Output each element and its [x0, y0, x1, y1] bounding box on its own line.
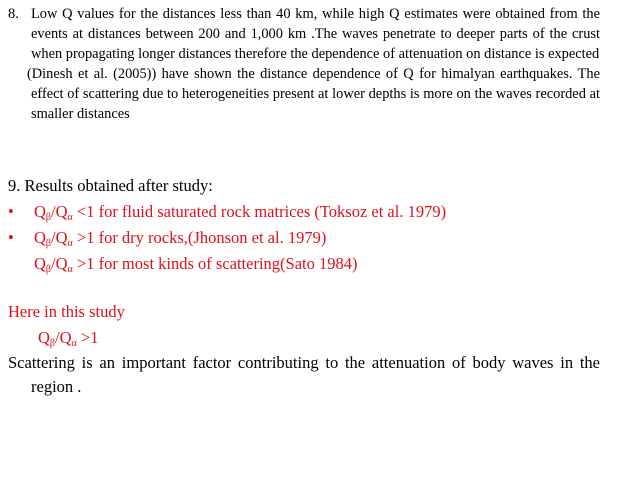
result-item-scattering	[8, 251, 608, 277]
results-section	[8, 173, 608, 277]
conclusion-paragraph	[8, 351, 600, 399]
conclusion-text: Scattering is an important factor contributing to the attenuation of body waves in the region .	[8, 353, 600, 396]
q-symbol: /Q	[55, 328, 72, 347]
study-section	[8, 299, 608, 351]
item-8-paragraph	[8, 4, 600, 64]
study-ratio	[8, 325, 608, 351]
alpha-subscript: α	[67, 238, 73, 249]
result-text: >1 for dry rocks,(Jhonson et al. 1979)	[72, 228, 327, 247]
bullet-icon: •	[8, 202, 14, 221]
alpha-subscript: α	[71, 338, 77, 349]
item-number: 8.	[8, 6, 19, 22]
result-text: >1 for most kinds of scattering(Sato 1984)	[72, 254, 358, 273]
q-symbol: Q	[34, 202, 46, 221]
item-8-text: Low Q values for the distances less than 40 km, while high Q estimates were obtained from the events at distances between 200 and 1,000 km .The waves penetrate to deeper parts of the crust when propagating longer distances therefore the dependence of attenuation on distance is expected	[31, 6, 600, 62]
alpha-subscript: α	[67, 212, 73, 223]
result-item-fluid	[8, 199, 608, 225]
dinesh-note: (Dinesh et al. (2005)) have shown the distance dependence of Q for himalyan earthquakes. The effect of scattering due to heterogeneities present at lower depths is more on the waves recorded at smaller distances	[27, 66, 600, 122]
item-8-block	[8, 4, 600, 124]
q-symbol: Q	[34, 228, 46, 247]
beta-subscript: β	[45, 264, 52, 275]
beta-subscript: β	[49, 338, 56, 349]
result-item-dry	[8, 225, 608, 251]
q-symbol: /Q	[51, 202, 68, 221]
alpha-subscript: α	[67, 264, 73, 275]
q-symbol: /Q	[51, 254, 68, 273]
study-label: Here in this study	[8, 302, 125, 321]
bullet-icon: •	[8, 228, 14, 247]
q-symbol: Q	[38, 328, 50, 347]
result-text: <1 for fluid saturated rock matrices (Toksoz et al. 1979)	[72, 202, 447, 221]
q-symbol: Q	[34, 254, 46, 273]
results-list	[8, 199, 608, 277]
ratio-value: >1	[76, 328, 99, 347]
q-symbol: /Q	[51, 228, 68, 247]
beta-subscript: β	[45, 212, 52, 223]
results-heading: 9. Results obtained after study:	[8, 176, 213, 195]
beta-subscript: β	[45, 238, 52, 249]
